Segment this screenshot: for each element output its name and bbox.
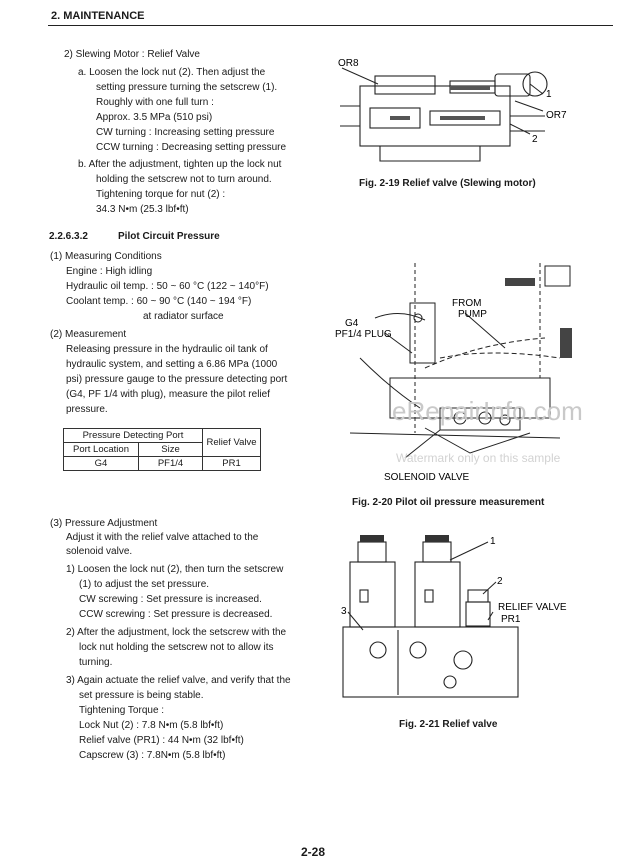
adjustment-line: Adjust it with the relief valve attached to the — [66, 532, 259, 543]
table-header-size: Size — [139, 443, 203, 457]
watermark-sub: Watermark only on this sample — [396, 451, 561, 465]
step-line: 1) Loosen the lock nut (2), then turn the setscrew — [66, 564, 284, 575]
fig21-label-relief: RELIEF VALVE — [498, 602, 567, 613]
step-a-line: setting pressure turning the setscrew (1). — [96, 82, 278, 93]
step-line: (1) to adjust the set pressure. — [79, 579, 210, 590]
fig20-label-solenoid: SOLENOID VALVE — [384, 472, 470, 483]
watermark-main: eRepairInfo.com — [392, 396, 583, 426]
step-a-line: Roughly with one full turn : — [96, 97, 214, 108]
fig19-label-2: 2 — [532, 134, 538, 145]
fig21-caption: Fig. 2-21 Relief valve — [399, 719, 498, 730]
fig19-label-1: 1 — [546, 89, 552, 100]
section-header: 2. MAINTENANCE — [51, 10, 145, 22]
table-group-header: Pressure Detecting Port — [64, 429, 203, 443]
slewing-title: 2) Slewing Motor : Relief Valve — [64, 49, 200, 60]
fig20-caption: Fig. 2-20 Pilot oil pressure measurement — [352, 497, 545, 508]
fig20-label-pump: PUMP — [458, 309, 487, 320]
step-line: set pressure is being stable. — [79, 690, 204, 701]
fig21-label-1: 1 — [490, 536, 496, 547]
measuring-line: (1) Measuring Conditions — [50, 251, 162, 262]
measurement-line: (2) Measurement — [50, 329, 127, 340]
fig20-label-plug: PF1/4 PLUG — [335, 329, 392, 340]
adjustment-line: (3) Pressure Adjustment — [50, 518, 158, 529]
section-number: 2.2.6.3.2 — [49, 231, 88, 242]
step-line: CW screwing : Set pressure is increased. — [79, 594, 262, 605]
step-line: Tightening Torque : — [79, 705, 165, 716]
step-line: turning. — [79, 657, 113, 668]
fig19-label-or8: OR8 — [338, 58, 359, 69]
table-cell: G4 — [64, 457, 139, 471]
measuring-line: Engine : High idling — [66, 266, 153, 277]
step-b-line: b. After the adjustment, tighten up the lock nut — [78, 159, 282, 170]
step-a-line: Approx. 3.5 MPa (510 psi) — [96, 112, 213, 123]
adjustment-line: solenoid valve. — [66, 546, 133, 557]
step-a-line: a. Loosen the lock nut (2). Then adjust the — [78, 67, 266, 78]
section-heading: Pilot Circuit Pressure — [118, 231, 220, 242]
step-b-line: Tightening torque for nut (2) : — [96, 189, 226, 200]
step-line: CCW screwing : Set pressure is decreased. — [79, 609, 273, 620]
measurement-line: Releasing pressure in the hydraulic oil tank of — [66, 344, 268, 355]
header-rule — [48, 25, 613, 26]
step-line: lock nut holding the setscrew not to allow its — [79, 642, 274, 653]
step-line: Relief valve (PR1) : 44 N•m (32 lbf•ft) — [79, 735, 244, 746]
measurement-line: hydraulic system, and setting a 6.86 MPa (1000 — [66, 359, 278, 370]
step-b-line: holding the setscrew not to turn around. — [96, 174, 272, 185]
step-line: Capscrew (3) : 7.8N•m (5.8 lbf•ft) — [79, 750, 226, 761]
step-line: 3) Again actuate the relief valve, and verify that the — [66, 675, 291, 686]
step-a-line: CW turning : Increasing setting pressure — [96, 127, 275, 138]
step-line: Lock Nut (2) : 7.8 N•m (5.8 lbf•ft) — [79, 720, 224, 731]
fig20-label-from: FROM — [452, 298, 482, 309]
fig19-label-or7: OR7 — [546, 110, 567, 121]
step-line: 2) After the adjustment, lock the setscrew with the — [66, 627, 287, 638]
relief-valve-figure — [338, 530, 570, 712]
pressure-port-table — [63, 428, 261, 471]
table-cell: PR1 — [203, 457, 261, 471]
table-header-relief: Relief Valve — [203, 429, 261, 457]
fig21-label-2: 2 — [497, 576, 503, 587]
measuring-line: Coolant temp. : 60 ~ 90 °C (140 ~ 194 °F) — [66, 296, 252, 307]
page-number: 2-28 — [301, 845, 326, 859]
table-cell: PF1/4 — [139, 457, 203, 471]
fig21-label-3: 3 — [341, 606, 347, 617]
measurement-line: (G4, PF 1/4 with plug), measure the pilot relief — [66, 389, 270, 400]
measurement-line: pressure. — [66, 404, 108, 415]
fig21-label-pr1: PR1 — [501, 614, 521, 625]
step-a-line: CCW turning : Decreasing setting pressure — [96, 142, 287, 153]
table-header-location: Port Location — [64, 443, 139, 457]
fig20-label-g4: G4 — [345, 318, 359, 329]
relief-valve-slewing-figure — [330, 56, 580, 171]
measurement-line: psi) pressure gauge to the pressure detecting port — [66, 374, 288, 385]
fig19-caption: Fig. 2-19 Relief valve (Slewing motor) — [359, 178, 536, 189]
step-b-line: 34.3 N•m (25.3 lbf•ft) — [96, 204, 189, 215]
measuring-line: at radiator surface — [143, 311, 224, 322]
measuring-line: Hydraulic oil temp. : 50 ~ 60 °C (122 ~ 140°F) — [66, 281, 269, 292]
table-row — [64, 457, 261, 471]
